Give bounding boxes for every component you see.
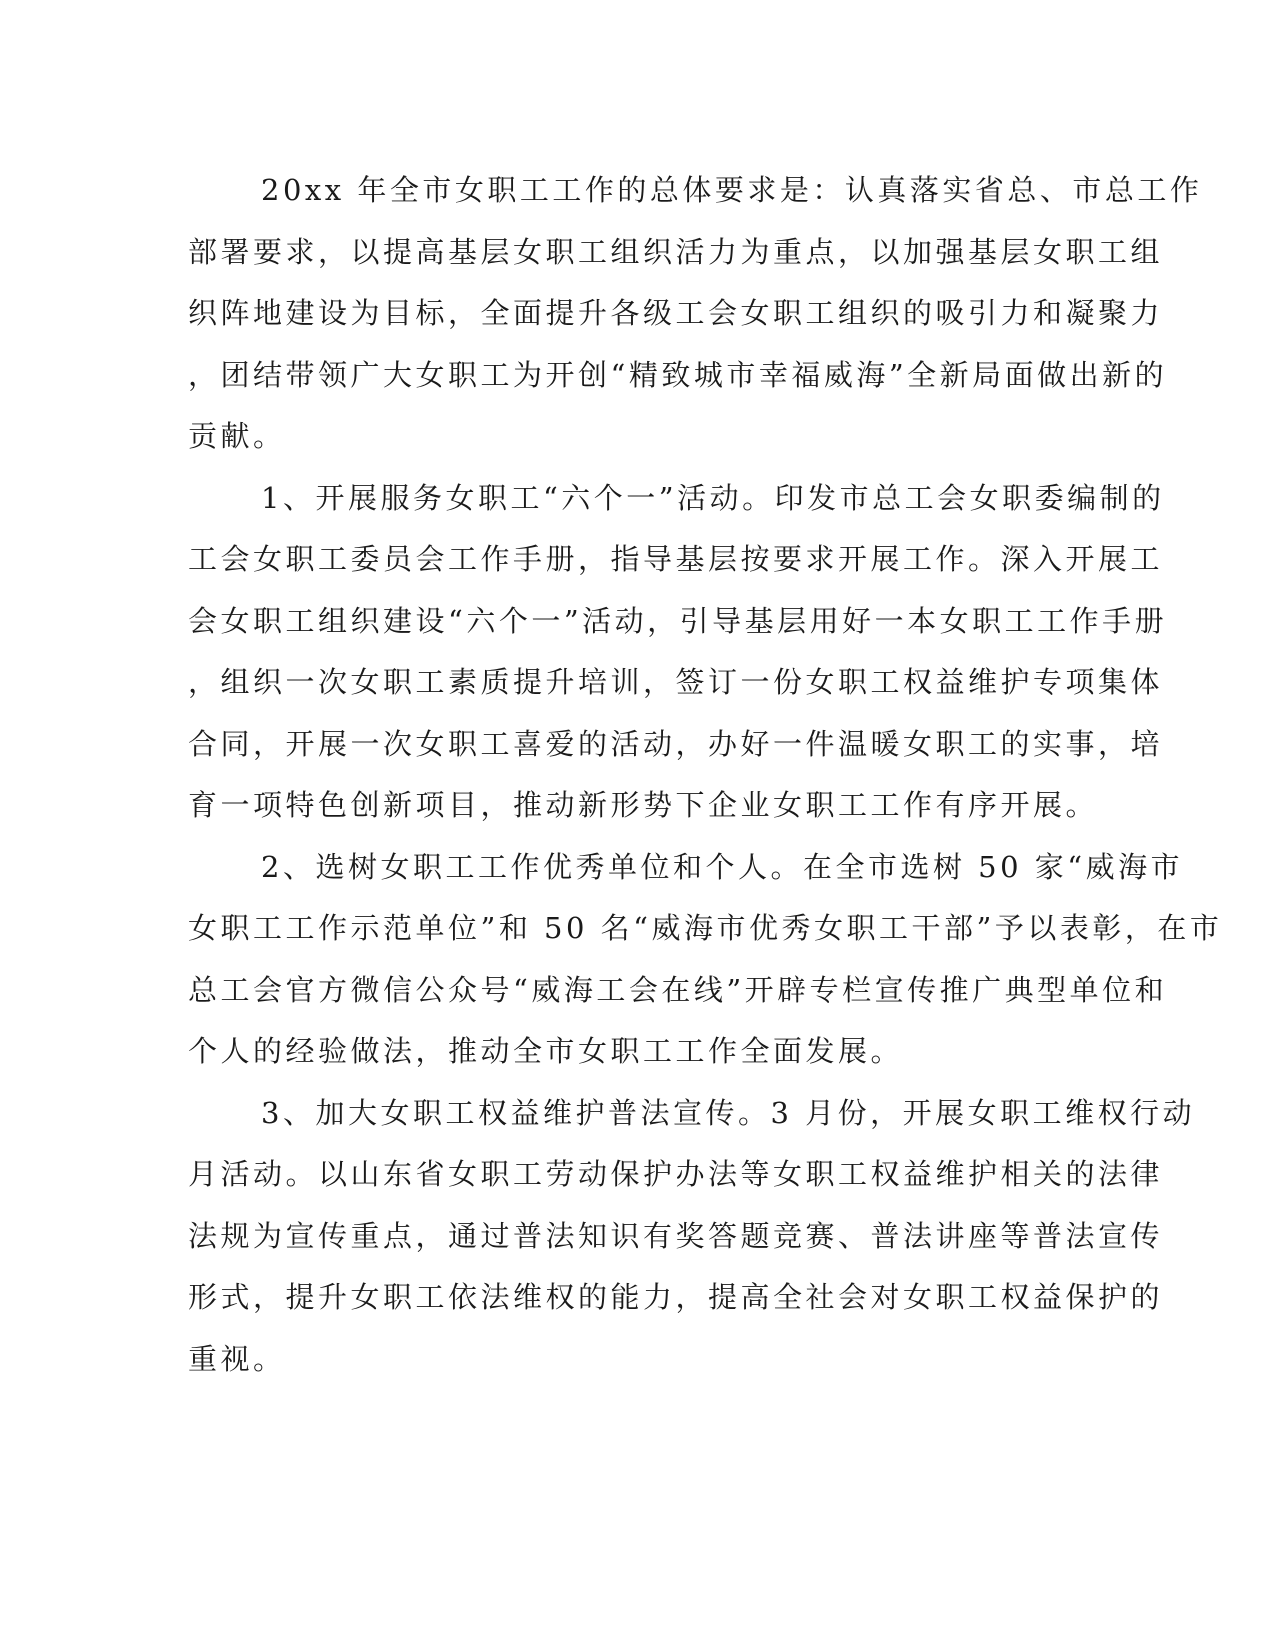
- paragraph-item-2: [188, 837, 1223, 1083]
- text-line: 贡献。: [188, 419, 286, 453]
- text-line: 1、开展服务女职工“六个一”活动。印发市总工会女职委编制的: [261, 480, 1165, 515]
- text-line: ，组织一次女职工素质提升培训，签订一份女职工权益维护专项集体: [188, 665, 1164, 699]
- paragraph-item-3: [188, 1083, 1196, 1391]
- text-line: 工会女职工委员会工作手册，指导基层按要求开展工作。深入开展工: [188, 542, 1164, 576]
- text-line: 合同，开展一次女职工喜爱的活动，办好一件温暖女职工的实事，培: [188, 726, 1164, 761]
- text-line: 3、加大女职工权益维护普法宣传。3 月份，开展女职工维权行动: [261, 1095, 1196, 1130]
- text-line: 育一项特色创新项目，推动新形势下企业女职工工作有序开展。: [188, 788, 1099, 822]
- text-line: 织阵地建设为目标，全面提升各级工会女职工组织的吸引力和凝聚力: [188, 296, 1164, 330]
- text-line: 部署要求，以提高基层女职工组织活力为重点，以加强基层女职工组: [188, 234, 1164, 269]
- text-line: 重视。: [188, 1341, 286, 1376]
- text-line: 法规为宣传重点，通过普法知识有奖答题竞赛、普法讲座等普法宣传: [188, 1218, 1164, 1253]
- text-line: 个人的经验做法，推动全市女职工工作全面发展。: [188, 1034, 904, 1068]
- text-line: 会女职工组织建设“六个一”活动，引导基层用好一本女职工工作手册: [188, 603, 1168, 638]
- paragraph-item-1: [188, 468, 1168, 837]
- paragraph-general-requirements: [188, 160, 1203, 468]
- text-line: 总工会官方微信公众号“威海工会在线”开辟专栏宣传推广典型单位和: [188, 972, 1168, 1007]
- text-line: 月活动。以山东省女职工劳动保护办法等女职工权益维护相关的法律: [188, 1157, 1164, 1191]
- text-line: 女职工工作示范单位”和 50 名“威海市优秀女职工干部”予以表彰，在市: [188, 911, 1223, 945]
- text-line: 20xx 年全市女职工工作的总体要求是：认真落实省总、市总工作: [261, 173, 1203, 207]
- text-line: 形式，提升女职工依法维权的能力，提高全社会对女职工权益保护的: [188, 1280, 1164, 1314]
- text-line: ，团结带领广大女职工为开创“精致城市幸福威海”全新局面做出新的: [188, 357, 1168, 392]
- document-body: [188, 160, 1223, 1390]
- text-line: 2、选树女职工工作优秀单位和个人。在全市选树 50 家“威海市: [261, 849, 1184, 884]
